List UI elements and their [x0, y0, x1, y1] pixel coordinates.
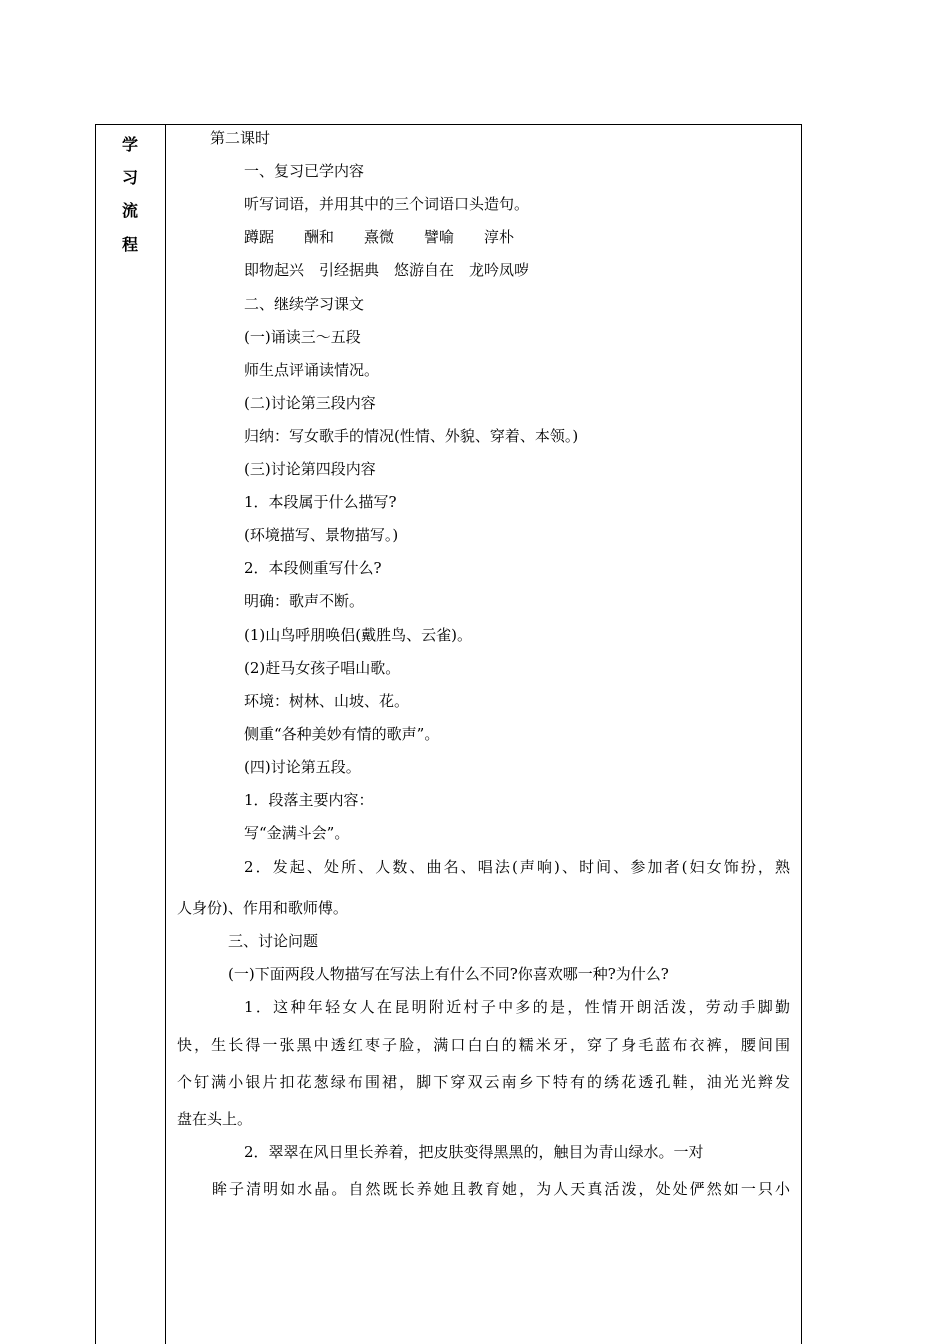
text-line: (1)山鸟呼朋唤侣(戴胜鸟、云雀)。 [244, 626, 472, 644]
text-line: 侧重“各种美妙有情的歌声”。 [244, 725, 440, 743]
vocab-line: 即物起兴 引经据典 悠游自在 龙吟凤哕 [244, 261, 530, 279]
text-line: 明确：歌声不断。 [244, 592, 365, 610]
text-line: (2)赶马女孩子唱山歌。 [244, 659, 401, 677]
side-label-char: 程 [121, 234, 138, 254]
discussion-question: (一)下面两段人物描写在写法上有什么不同?你喜欢哪一种?为什么? [228, 965, 669, 983]
side-label-char: 学 [121, 135, 138, 154]
section-heading-review: 一、复习已学内容 [244, 162, 365, 180]
section-heading-discussion: 三、讨论问题 [228, 932, 319, 950]
column-divider [165, 124, 166, 1344]
lesson-heading: 第二课时 [210, 129, 271, 147]
text-line: 环境：树林、山坡、花。 [244, 692, 410, 710]
text-line: 1．段落主要内容： [244, 791, 374, 809]
text-line: (一)诵读三～五段 [244, 328, 361, 346]
text-line: 人身份)、作用和歌师傅。 [177, 899, 348, 917]
side-label-char: 流 [121, 201, 138, 221]
text-line: 听写词语，并用其中的三个词语口头造句。 [244, 195, 530, 213]
vocab-line: 蹲踞 酬和 熹微 譬喻 淳朴 [244, 228, 515, 246]
text-line: (三)讨论第四段内容 [244, 460, 376, 478]
text-line: (四)讨论第五段。 [244, 758, 361, 776]
text-line: 2．发起、处所、人数、曲名、唱法(声响)、时间、参加者(妇女饰扮，熟 [244, 858, 790, 876]
passage-line: 2．翠翠在风日里长养着，把皮肤变得黑黑的，触目为青山绿水。一对 [244, 1143, 704, 1161]
text-line: (二)讨论第三段内容 [244, 394, 376, 412]
section-label-learning-process [95, 128, 165, 261]
text-line: (环境描写、景物描写。) [244, 526, 399, 544]
side-label-char: 习 [121, 168, 138, 188]
text-line: 写“金满斗会”。 [244, 824, 350, 842]
passage-line: 1．这种年轻女人在昆明附近村子中多的是，性情开朗活泼，劳动手脚勤 [244, 998, 790, 1016]
passage-line: 盘在头上。 [177, 1110, 253, 1128]
passage-line: 眸子清明如水晶。自然既长养她且教育她，为人天真活泼，处处俨然如一只小 [212, 1180, 790, 1198]
passage-line: 快，生长得一张黑中透红枣子脸，满口白白的糯米牙，穿了身毛蓝布衣裤，腰间围 [177, 1036, 790, 1054]
passage-line: 个钉满小银片扣花葱绿布围裙，脚下穿双云南乡下特有的绣花透孔鞋，油光光辫发 [177, 1073, 790, 1091]
text-line: 归纳：写女歌手的情况(性情、外貌、穿着、本领。) [244, 427, 579, 445]
section-heading-continue: 二、继续学习课文 [244, 295, 365, 313]
text-line: 2．本段侧重写什么? [244, 559, 382, 577]
text-line: 师生点评诵读情况。 [244, 361, 380, 379]
text-line: 1．本段属于什么描写? [244, 493, 397, 511]
